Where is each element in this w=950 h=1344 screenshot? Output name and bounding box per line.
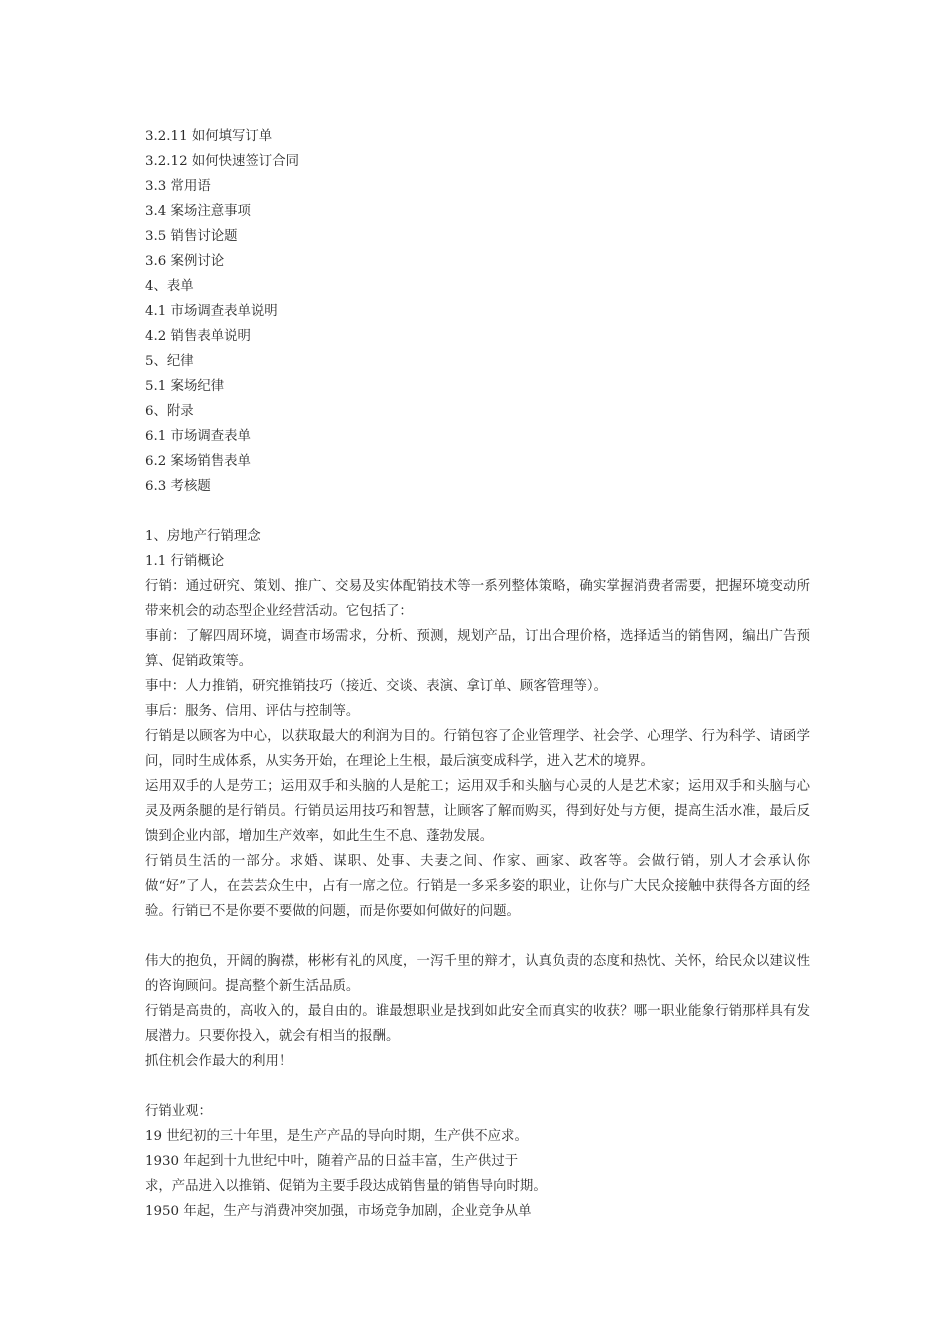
toc-item: 6、附录 [145,404,194,419]
body-paragraph: 行销员生活的一部分。求婚、谋职、处事、夫妻之间、作家、画家、政客等。会做行销，别人才会承认你做“好”了人，在芸芸众生中，占有一席之位。行销是一多采多姿的职业，让你与广大民众接触中获得各方面的经验。行销已不是你要不要做的问题，而是你要如何做好的问题。 [145,854,810,919]
body-paragraph: 事前：了解四周环境，调查市场需求，分析、预测，规划产品，订出合理价格，选择适当的销售网，编出广告预算、促销政策等。 [145,629,810,669]
body-paragraph: 伟大的抱负，开阔的胸襟，彬彬有礼的风度，一泻千里的辩才，认真负责的态度和热忱、关怀，给民众以建议性的咨询顾问。提高整个新生活品质。 [145,954,810,994]
toc-item: 3.2.12 如何快速签订合同 [145,154,299,169]
spacer [145,1074,810,1099]
toc-item: 3.5 销售讨论题 [145,229,238,244]
section-subheading: 1.1 行销概论 [145,554,225,569]
body-paragraph: 行销是以顾客为中心，以获取最大的利润为目的。行销包容了企业管理学、社会学、心理学、行为科学、请函学问，同时生成体系，从实务开始，在理论上生根，最后演变成科学，进入艺术的境界。 [145,729,810,769]
views-line: 1950 年起，生产与消费冲突加强，市场竞争加剧，企业竞争从单 [145,1204,532,1219]
table-of-contents [145,124,810,499]
toc-item: 3.6 案例讨论 [145,254,225,269]
views-line: 1930 年起到十九世纪中叶，随着产品的日益丰富，生产供过于 [145,1154,519,1169]
body-paragraph: 运用双手的人是劳工；运用双手和头脑的人是舵工；运用双手和头脑与心灵的人是艺术家；运用双手和头脑与心灵及两条腿的是行销员。行销员运用技巧和智慧，让顾客了解而购买，得到好处与方便，提高生活水准，最后反馈到企业内部，增加生产效率，如此生生不息、蓬勃发展。 [145,779,810,844]
toc-item: 6.2 案场销售表单 [145,454,251,469]
body-paragraph: 事后：服务、信用、评估与控制等。 [145,704,360,719]
toc-item: 4.2 销售表单说明 [145,329,251,344]
spacer [145,924,810,949]
views-line: 19 世纪初的三十年里，是生产产品的导向时期，生产供不应求。 [145,1129,528,1144]
toc-item: 6.3 考核题 [145,479,211,494]
views-title: 行销业观： [145,1104,212,1119]
toc-item: 5.1 案场纪律 [145,379,225,394]
toc-item: 3.4 案场注意事项 [145,204,251,219]
views-line: 求，产品进入以推销、促销为主要手段达成销售量的销售导向时期。 [145,1179,547,1194]
body-paragraph: 抓住机会作最大的利用！ [145,1054,293,1069]
spacer [145,499,810,524]
toc-item: 6.1 市场调查表单 [145,429,251,444]
document-page [145,124,810,1224]
body-paragraph: 行销是高贵的，高收入的，最自由的。谁最想职业是找到如此安全而真实的收获？哪一职业能象行销那样具有发展潜力。只要你投入，就会有相当的报酬。 [145,1004,810,1044]
toc-item: 4.1 市场调查表单说明 [145,304,278,319]
toc-item: 4、表单 [145,279,194,294]
body-paragraph: 事中：人力推销，研究推销技巧（接近、交谈、表演、拿订单、顾客管理等）。 [145,679,607,694]
toc-item: 3.3 常用语 [145,179,211,194]
section-body [145,524,810,1224]
body-paragraph: 行销：通过研究、策划、推广、交易及实体配销技术等一系列整体策略，确实掌握消费者需要，把握环境变动所带来机会的动态型企业经营活动。它包括了： [145,579,810,619]
section-heading: 1、房地产行销理念 [145,529,261,544]
toc-item: 5、纪律 [145,354,194,369]
toc-item: 3.2.11 如何填写订单 [145,129,273,144]
